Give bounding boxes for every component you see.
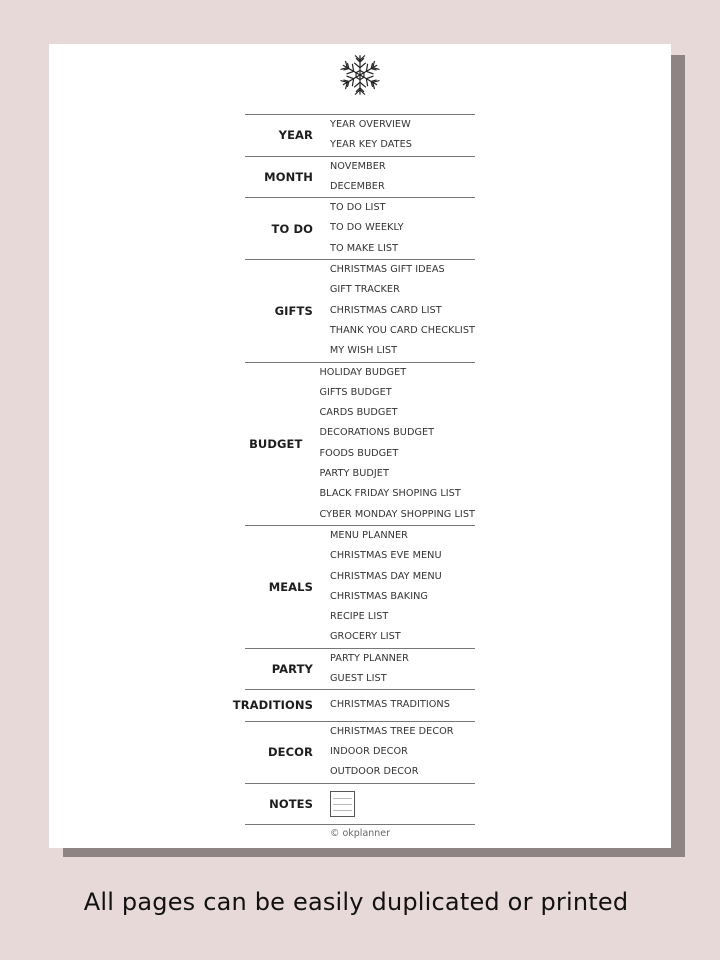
section-items — [313, 198, 475, 259]
section-label[interactable]: YEAR — [278, 128, 313, 143]
toc-link[interactable]: CHRISTMAS DAY MENU — [330, 570, 442, 582]
section-items — [313, 526, 475, 648]
toc-link[interactable]: CARDS BUDGET — [319, 407, 398, 419]
toc-section-month — [245, 157, 475, 199]
toc-link[interactable]: HOLIDAY BUDGET — [319, 366, 407, 378]
notes-page-icon[interactable] — [330, 791, 355, 817]
section-items — [313, 690, 475, 720]
snowflake-icon — [338, 52, 382, 98]
toc-section-year — [245, 115, 475, 157]
toc-section-meals — [245, 526, 475, 649]
toc-section-traditions — [232, 690, 475, 721]
toc-link[interactable]: INDOOR DECOR — [330, 745, 408, 757]
toc-link[interactable]: RECIPE LIST — [330, 611, 389, 623]
notes-items — [313, 784, 475, 824]
toc-link[interactable]: MENU PLANNER — [330, 529, 408, 541]
toc-link[interactable]: TO MAKE LIST — [330, 242, 399, 254]
toc-link[interactable]: CHRISTMAS GIFT IDEAS — [329, 264, 445, 276]
toc-section-party — [245, 649, 475, 691]
toc-link[interactable]: CHRISTMAS EVE MENU — [330, 550, 442, 562]
table-of-contents — [232, 114, 475, 825]
section-label[interactable]: MONTH — [264, 169, 313, 184]
toc-link[interactable]: DECEMBER — [330, 180, 385, 192]
section-label[interactable]: GIFTS — [274, 303, 313, 318]
toc-link[interactable]: CHRISTMAS CARD LIST — [329, 304, 442, 316]
toc-link[interactable]: OUTDOOR DECOR — [330, 766, 419, 778]
toc-link[interactable]: GIFT TRACKER — [329, 284, 400, 296]
toc-link[interactable]: GUEST LIST — [330, 673, 387, 685]
toc-link[interactable]: CHRISTMAS TREE DECOR — [330, 725, 454, 737]
section-items — [313, 157, 475, 198]
toc-link[interactable]: GROCERY LIST — [330, 631, 401, 643]
section-label[interactable]: BUDGET — [249, 436, 303, 451]
toc-section-notes — [245, 784, 475, 825]
toc-section-budget — [245, 363, 475, 526]
section-label[interactable]: TRADITIONS — [232, 698, 313, 713]
section-items — [313, 649, 475, 690]
caption-text: All pages can be easily duplicated or printed — [83, 888, 629, 916]
toc-link[interactable]: NOVEMBER — [330, 160, 386, 172]
toc-link[interactable]: THANK YOU CARD CHECKLIST — [329, 324, 475, 336]
copyright-text: © okplanner — [329, 828, 391, 839]
toc-link[interactable]: DECORATIONS BUDGET — [319, 427, 435, 439]
toc-link[interactable]: FOODS BUDGET — [319, 447, 399, 459]
section-label[interactable]: MEALS — [268, 579, 313, 594]
notes-label[interactable]: NOTES — [269, 796, 313, 811]
planner-page — [49, 44, 671, 848]
toc-link[interactable]: CHRISTMAS TRADITIONS — [330, 699, 450, 711]
section-items — [313, 115, 475, 156]
toc-link[interactable]: MY WISH LIST — [329, 345, 398, 357]
toc-link[interactable]: PARTY BUDJET — [319, 468, 389, 480]
toc-section-gifts — [245, 260, 475, 362]
section-label[interactable]: DECOR — [268, 745, 313, 760]
toc-link[interactable]: TO DO LIST — [330, 202, 386, 214]
toc-section-to-do — [245, 198, 475, 260]
section-items — [313, 260, 475, 361]
toc-link[interactable]: YEAR KEY DATES — [330, 139, 412, 151]
section-items — [313, 722, 475, 783]
toc-link[interactable]: YEAR OVERVIEW — [330, 119, 411, 130]
toc-link[interactable]: BLACK FRIDAY SHOPING LIST — [319, 488, 461, 500]
toc-link[interactable]: PARTY PLANNER — [330, 652, 409, 664]
section-label[interactable]: PARTY — [271, 662, 313, 677]
toc-link[interactable]: CHRISTMAS BAKING — [330, 590, 428, 602]
section-label[interactable]: TO DO — [271, 221, 313, 236]
toc-link[interactable]: TO DO WEEKLY — [330, 222, 404, 234]
toc-link[interactable]: GIFTS BUDGET — [319, 386, 392, 398]
toc-section-decor — [245, 722, 475, 784]
toc-link[interactable]: CYBER MONDAY SHOPPING LIST — [319, 508, 475, 520]
section-items — [302, 363, 475, 525]
